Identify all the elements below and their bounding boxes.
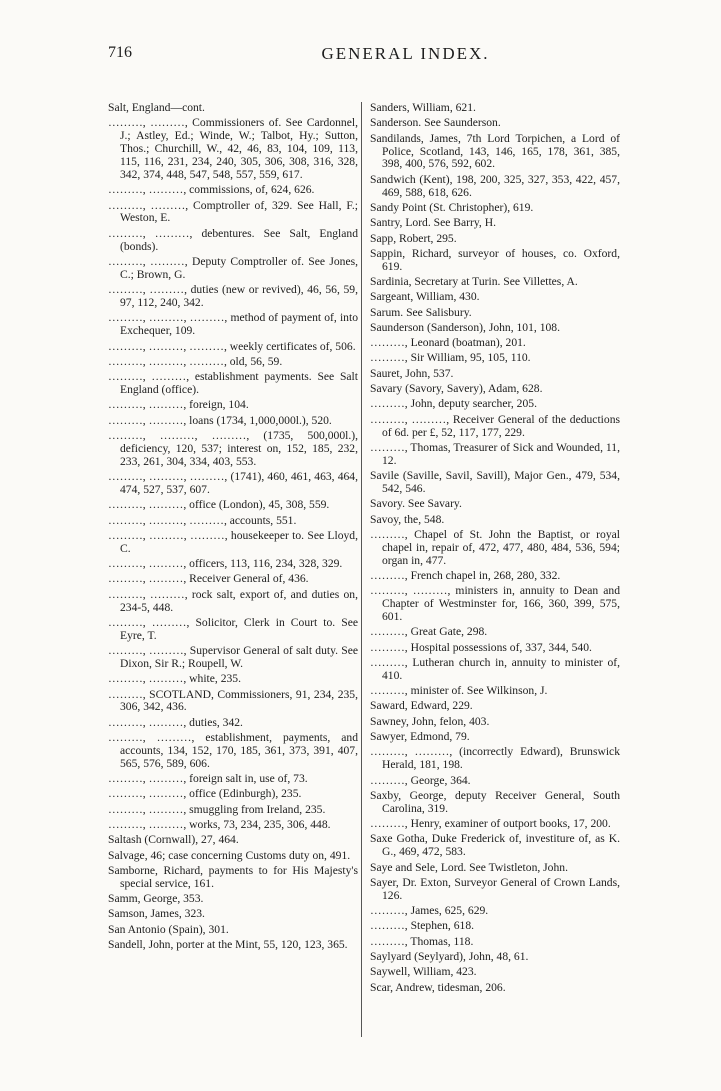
index-entry: ………, John, deputy searcher, 205. [370, 397, 537, 411]
index-entry: Sargeant, William, 430. [370, 290, 480, 304]
index-entry: Sayer, Dr. Exton, Surveyor General of Crown Lands, 126. [370, 875, 620, 902]
page-header [108, 44, 703, 68]
index-entry: ………, ………, ………, (1735, 500,000l.), deficiency, 120, 537; interest on, 152, 185, 232, 233, 261, 304, 334, 403, 553. [108, 428, 358, 468]
index-entry: Santry, Lord. See Barry, H. [370, 216, 496, 230]
index-entry: ………, ………, officers, 113, 116, 234, 328, 329. [108, 557, 343, 571]
index-entry: Samson, James, 323. [108, 907, 205, 921]
index-entry: ………, ………, duties, 342. [108, 715, 243, 729]
index-entry: ………, ………, debentures. See Salt, England (bonds). [108, 226, 358, 253]
index-entry: ………, ………, ministers in, annuity to Dean and Chapter of Westminster for, 166, 360, 399, 575, 601. [370, 584, 620, 624]
page-number: 716 [108, 44, 132, 61]
index-entry: Savoy, the, 548. [370, 512, 445, 526]
index-entry: ………, Lutheran church in, annuity to minister of, 410. [370, 655, 620, 682]
index-entry: Sandilands, James, 7th Lord Torpichen, a Lord of Police, Scotland, 143, 146, 165, 178, 361, 385, 398, 400, 576, 592, 602. [370, 131, 620, 171]
index-entry: ………, ………, Receiver General of, 436. [108, 572, 309, 586]
index-entry: ………, ………, Deputy Comptroller of. See Jones, C.; Brown, G. [108, 254, 358, 281]
index-entry: ………, ………, ………, (1741), 460, 461, 463, 464, 474, 527, 537, 607. [108, 470, 358, 496]
index-entry: San Antonio (Spain), 301. [108, 922, 229, 936]
index-entry: ………, ………, rock salt, export of, and duties on, 234-5, 448. [108, 587, 358, 614]
index-entry: Saylyard (Seylyard), John, 48, 61. [370, 949, 529, 963]
index-entry: Saltash (Cornwall), 27, 464. [108, 833, 239, 847]
index-entry: ………, ………, commissions, of, 624, 626. [108, 183, 315, 197]
index-entry: Salvage, 46; case concerning Customs duty on, 491. [108, 848, 351, 862]
index-entry: ………, minister of. See Wilkinson, J. [370, 684, 548, 698]
index-entry: ………, Thomas, 118. [370, 934, 474, 948]
index-entry: Sawyer, Edmond, 79. [370, 730, 470, 744]
index-entry: ………, ………, ………, accounts, 551. [108, 513, 297, 527]
index-entry: ………, ………, foreign, 104. [108, 398, 249, 412]
index-entry: Saunderson (Sanderson), John, 101, 108. [370, 320, 560, 334]
index-entry: ………, ………, Solicitor, Clerk in Court to. See Eyre, T. [108, 615, 358, 642]
index-entry: Samm, George, 353. [108, 892, 204, 906]
index-entry: Samborne, Richard, payments to for His Majesty's special service, 161. [108, 863, 358, 890]
index-entry: ………, ………, ………, housekeeper to. See Lloyd, C. [108, 528, 358, 555]
index-entry: ………, Stephen, 618. [370, 919, 475, 933]
index-entry: Sapp, Robert, 295. [370, 231, 457, 245]
index-entry: Savory. See Savary. [370, 497, 462, 511]
index-entry: ………, French chapel in, 268, 280, 332. [370, 568, 561, 582]
index-entry: Sanders, William, 621. [370, 101, 476, 114]
index-entry: Saywell, William, 423. [370, 965, 477, 979]
index-entry: ………, ………, ………, method of payment of, into Exchequer, 109. [108, 311, 358, 338]
index-entry: ………, George, 364. [370, 773, 471, 787]
index-entry: Sandell, John, porter at the Mint, 55, 120, 123, 365. [108, 938, 348, 952]
index-column-right [370, 102, 620, 997]
index-entry: ………, ………, office (London), 45, 308, 559. [108, 498, 330, 512]
index-entry: ………, ………, ………, old, 56, 59. [108, 354, 283, 368]
index-entry: ………, ………, works, 73, 234, 235, 306, 448. [108, 818, 331, 832]
index-entry: Sardinia, Secretary at Turin. See Villettes, A. [370, 275, 578, 288]
index-entry: ………, ………, establishment payments. See Salt England (office). [108, 370, 358, 397]
index-entry: ………, ………, smuggling from Ireland, 235. [108, 802, 326, 816]
column-divider [361, 102, 362, 1037]
index-entry: ………, ………, office (Edinburgh), 235. [108, 787, 302, 801]
index-entry: ………, Henry, examiner of outport books, 17, 200. [370, 817, 611, 831]
index-entry: Saxe Gotha, Duke Frederick of, investiture of, as K. G., 469, 472, 583. [370, 832, 620, 859]
index-entry: Saxby, George, deputy Receiver General, South Carolina, 319. [370, 788, 620, 815]
index-entry: ………, ………, Commissioners of. See Cardonnel, J.; Astley, Ed.; Winde, W.; Talbot, Hy.; Sutton, Thos.; Churchill, W., 42, 46, 83, 104, 109, 113, 115, 116, 231, 234, 240, 305, 306, 308, 316, 328, 342, 374, 448, 547, 548, 557, 559, 617. [108, 116, 358, 181]
index-entry: Sawney, John, felon, 403. [370, 714, 490, 728]
index-entry: Sauret, John, 537. [370, 366, 454, 380]
index-entry: ………, James, 625, 629. [370, 904, 489, 918]
index-entry: ………, Great Gate, 298. [370, 625, 488, 639]
index-entry: ………, ………, ………, weekly certificates of, 506. [108, 339, 356, 353]
index-entry: Sarum. See Salisbury. [370, 305, 472, 319]
index-entry: Sappin, Richard, surveyor of houses, co. Oxford, 619. [370, 246, 620, 273]
index-entry: ………, Leonard (boatman), 201. [370, 336, 526, 350]
index-entry: Sandwich (Kent), 198, 200, 325, 327, 353, 422, 457, 469, 588, 618, 626. [370, 172, 620, 199]
index-entry: Scar, Andrew, tidesman, 206. [370, 980, 506, 994]
index-entry: ………, Hospital possessions of, 337, 344, 540. [370, 640, 592, 654]
index-entry: ………, Chapel of St. John the Baptist, or royal chapel in, repair of, 472, 477, 480, 484, 536, 594; organ in, 477. [370, 527, 620, 567]
index-entry: Saye and Sele, Lord. See Twistleton, John. [370, 860, 568, 874]
index-entry: ………, ………, (incorrectly Edward), Brunswick Herald, 181, 198. [370, 745, 620, 772]
running-title: GENERAL INDEX. [321, 44, 490, 63]
index-entry: Savile (Saville, Savil, Savill), Major Gen., 479, 534, 542, 546. [370, 469, 620, 495]
index-entry: Salt, England—cont. [108, 101, 205, 114]
index-entry: Saward, Edward, 229. [370, 699, 473, 713]
index-entry: ………, ………, establishment, payments, and accounts, 134, 152, 170, 185, 361, 373, 391, 407, 565, 576, 589, 606. [108, 731, 358, 770]
index-entry: ………, ………, Comptroller of, 329. See Hall, F.; Weston, E. [108, 198, 358, 225]
index-entry: ………, ………, foreign salt in, use of, 73. [108, 772, 308, 786]
index-entry: ………, ………, loans (1734, 1,000,000l.), 520. [108, 413, 332, 427]
index-entry: Sandy Point (St. Christopher), 619. [370, 200, 534, 214]
index-entry: ………, ………, Supervisor General of salt duty. See Dixon, Sir R.; Roupell, W. [108, 644, 358, 670]
index-entry: ………, Thomas, Treasurer of Sick and Wounded, 11, 12. [370, 440, 620, 467]
index-column-left [108, 102, 358, 954]
index-entry: ………, ………, duties (new or revived), 46, 56, 59, 97, 112, 240, 342. [108, 283, 358, 310]
index-entry: ………, Sir William, 95, 105, 110. [370, 351, 531, 365]
index-entry: ………, ………, white, 235. [108, 672, 241, 686]
index-entry: ………, SCOTLAND, Commissioners, 91, 234, 235, 306, 342, 436. [108, 687, 358, 714]
index-entry: ………, ………, Receiver General of the deductions of 6d. per £, 52, 117, 177, 229. [370, 412, 620, 439]
index-entry: Sanderson. See Saunderson. [370, 116, 501, 130]
index-entry: Savary (Savory, Savery), Adam, 628. [370, 382, 543, 396]
